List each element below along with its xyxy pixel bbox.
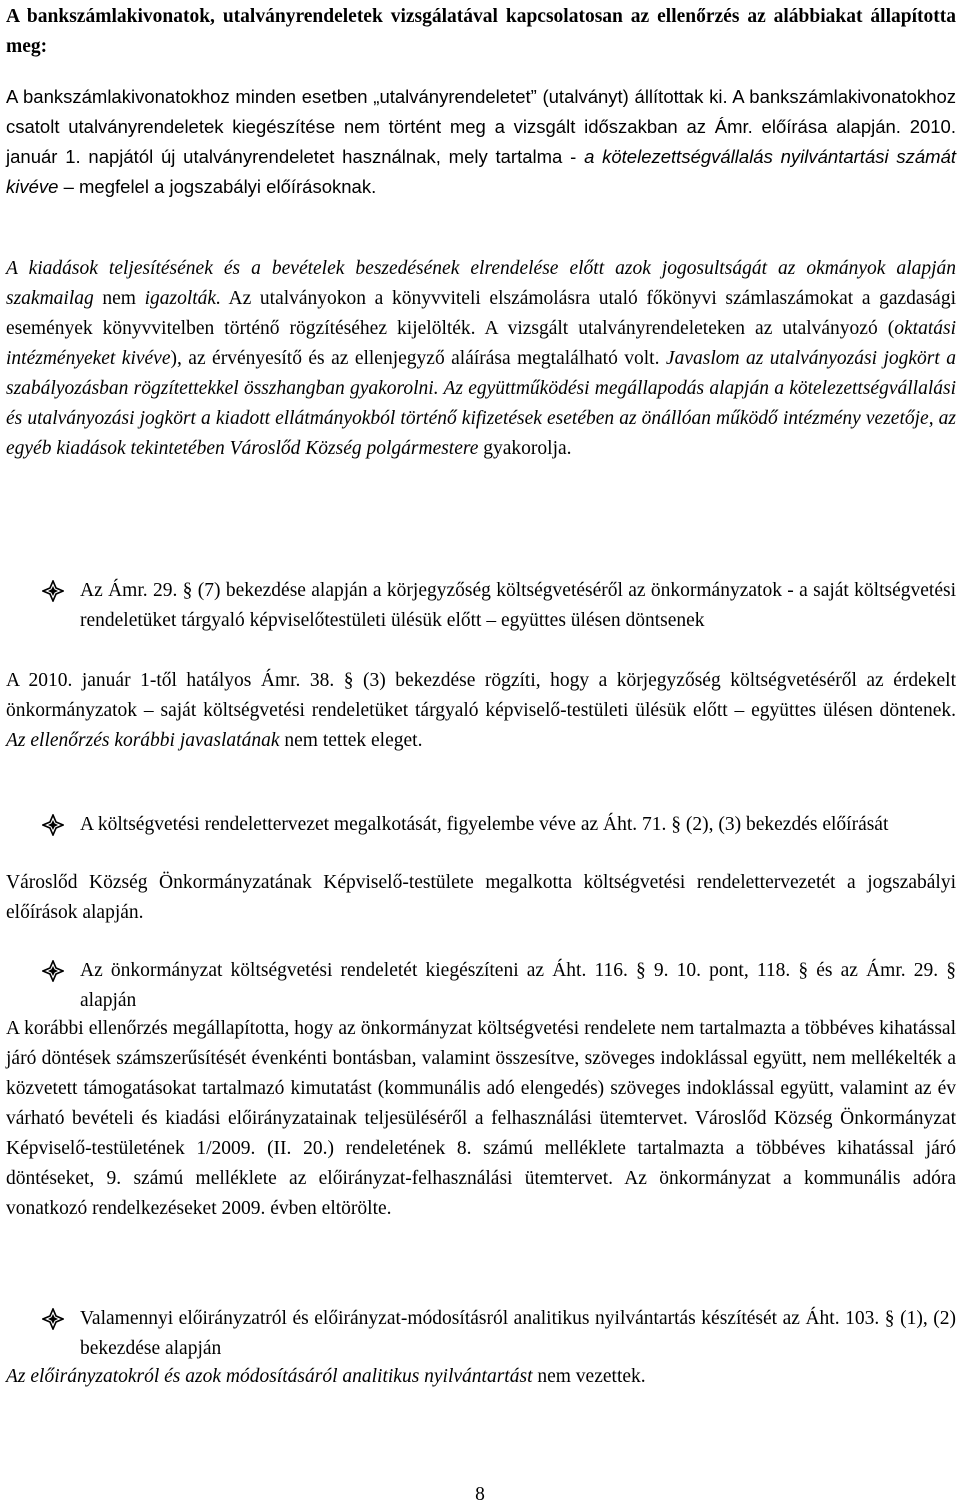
bullet-item-4 (6, 1304, 956, 1364)
paragraph-bank-statements (6, 82, 956, 202)
bullet-item-1 (6, 576, 956, 636)
para1-text-a: A bankszámlakivonatokhoz minden esetben „utalványrendeletet” (utalványt) állítottak ki. A bankszámlakivonatokhoz csatolt utalványrendeletek kiegészítése nem történt meg a vizsgált időszakban az Ámr. előírása alapján. 2010. január 1. napjától új utalványrendeletet használnak, mely tartalma - (6, 86, 956, 167)
section-heading: A bankszámlakivonatok, utalványrendeletek vizsgálatával kapcsolatosan az ellenőrzés az alábbiakat állapította meg: (6, 6, 956, 57)
diamond-bullet-icon (42, 1308, 64, 1330)
bullet-4-text: Valamennyi előirányzatról és előirányzat-módosításról analitikus nyilvántartás készítését az Áht. 103. § (1), (2) bekezdése alapján (80, 1308, 956, 1359)
page-number: 8 (475, 1484, 485, 1505)
para2-plain-d: gyakorolja. (478, 438, 572, 459)
bullet-item-2 (6, 810, 956, 840)
bullet-1-text: Az Ámr. 29. § (7) bekezdése alapján a körjegyzőség költségvetéséről az önkormányzatok - a saját költségvetési rendeletüket tárgyaló képviselőtestületi ülésük előtt – együttes ülésen döntsenek (80, 580, 956, 631)
paragraph-cost-budget (6, 666, 956, 756)
paragraph-analytics (6, 1362, 956, 1392)
bullet-3-text: Az önkormányzat költségvetési rendeletét kiegészíteni az Áht. 116. § 9. 10. pont, 118. § és az Ámr. 29. § alapján (80, 960, 956, 1011)
para3-plain: A 2010. január 1-től hatályos Ámr. 38. § (3) bekezdése rögzíti, hogy a körjegyzőség költségvetéséről az érdekelt önkormányzatok – saját költségvetési rendeletüket tárgyaló képviselő-testületi ülésük előtt – együttes ülésen döntenek. (6, 670, 956, 721)
paragraph-findings (6, 254, 956, 464)
bullet-item-3 (6, 956, 956, 1016)
para2-plain-c: ), az érvényesítő és az ellenjegyző aláírása megtalálható volt. (170, 348, 666, 369)
paragraph-previous-audit: A korábbi ellenőrzés megállapította, hogy az önkormányzat költségvetési rendelete nem tartalmazta a többéves kihatással járó döntések számszerűsítését évenkénti bontásban, valamint összesítve, szöveges indoklással együtt, nem mellékelték a közvetett támogatásokat tartalmazó kimutatást (kommunális adó elengedés) szöveges indoklással együtt, valamint az év várható bevételi és kiadási előirányzatainak teljesüléséről a felhasználási ütemtervet. Városlőd Község Önkormányzat Képviselő-testületének 1/2009. (II. 20.) rendeletének 8. számú melléklete tartalmazta a többéves kihatással járó döntéseket, 9. számú melléklete az előirányzat-felhasználási ütemtervet. Az önkormányzat a kommunális adóra vonatkozó rendelkezéseket 2009. évben eltörölte. (6, 1018, 956, 1219)
para1-text-b: – megfelel a jogszabályi előírásoknak. (58, 176, 377, 197)
para1-italic: a kötelezettségvállalás nyilvántartási számát kivéve (6, 146, 956, 197)
para6-italic: Az előirányzatokról és azok módosításáról analitikus nyilvántartást (6, 1366, 533, 1387)
para2-italic-d: Javaslom az utalványozási jogkört a szabályozásban rögzítettekkel összhangban gyakorolni. Az együttműködési megállapodás alapján a kötelezettségvállalási és utalványozási jogkört a kiadott ellátmányokból történő kifizetések esetében az önállóan működő intézmény vezetője, az egyéb kiadások tekintetében Városlőd Község polgármestere (6, 348, 956, 459)
para2-italic-b: igazolták. (144, 288, 221, 309)
diamond-bullet-icon (42, 960, 64, 982)
diamond-bullet-icon (42, 580, 64, 602)
diamond-bullet-icon (42, 814, 64, 836)
para3-plain-end: nem tettek eleget. (279, 730, 423, 751)
para2-plain-a: nem (93, 288, 145, 309)
para2-italic-c: oktatási intézményeket kivéve (6, 318, 956, 369)
paragraph-draft-budget: Városlőd Község Önkormányzatának Képviselő-testülete megalkotta költségvetési rendelettervezetét a jogszabályi előírások alapján. (6, 872, 956, 923)
para2-italic-a: A kiadások teljesítésének és a bevételek beszedésének elrendelése előtt azok jogosultságát az okmányok alapján szakmailag (6, 258, 956, 309)
para6-plain: nem vezettek. (532, 1366, 646, 1387)
bullet-2-text: A költségvetési rendelettervezet megalkotását, figyelembe véve az Áht. 71. § (2), (3) bekezdés előírását (80, 814, 889, 835)
para2-plain-b: Az utalványokon a könyvviteli elszámolásra utaló főkönyvi számlaszámokat a gazdasági események könyvvitelben történő rögzítéséhez kijelölték. A vizsgált utalványrendeleteken az utalványozó ( (6, 288, 956, 339)
para3-italic: Az ellenőrzés korábbi javaslatának (6, 730, 280, 751)
